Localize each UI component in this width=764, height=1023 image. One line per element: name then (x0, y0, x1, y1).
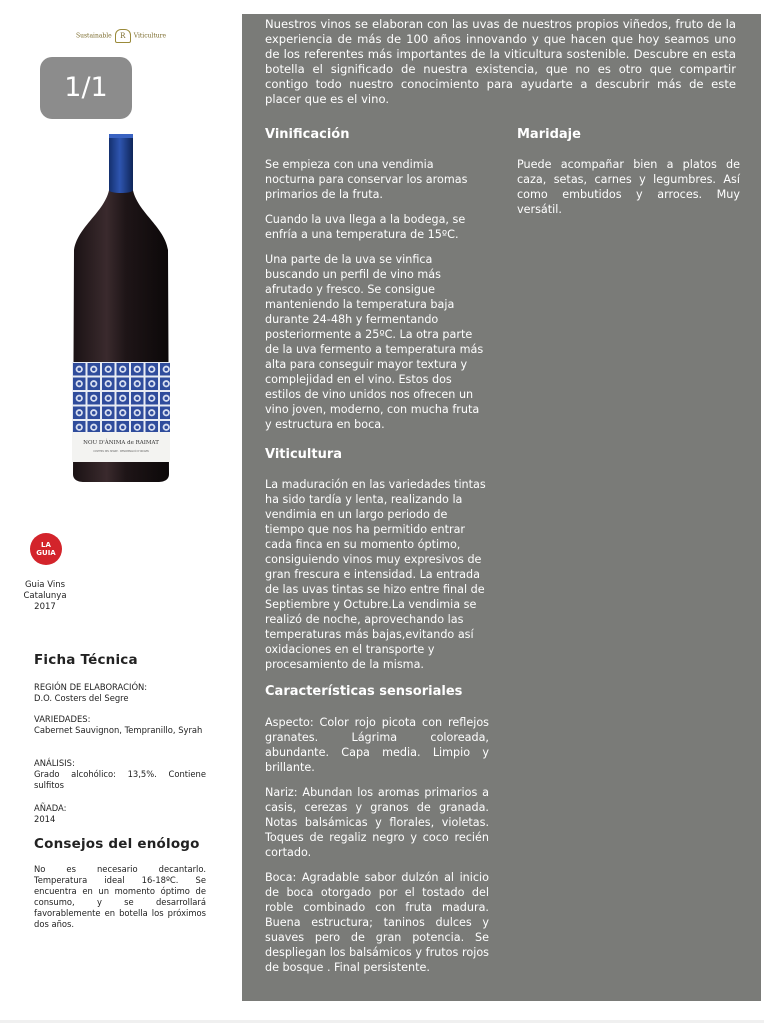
sensoriales-title: Características sensoriales (265, 684, 463, 699)
viticultura-text: La maduración en las variedades tintas ha sido tardía y lenta, realizando la vendimia en un largo periodo de tiempo que nos ha permitido entrar cada finca en su momento óptimo, consiguiendo vinos muy expresivos de gran frescura e intensidad. La entrada de las uvas tintas se hizo entre final de Septiembre y Octubre.La vendimia se realizó de noche, aprovechando las temperaturas más bajas,evitando así oxidaciones en el transporte y procesamiento de la misma. (265, 478, 486, 671)
spec-variedades: VARIEDADES: Cabernet Sauvignon, Tempranillo, Syrah (34, 714, 203, 735)
boca-text: Boca: Agradable sabor dulzón al inicio de boca otorgado por el tostado del roble combinado con fruta madura. Buena estructura; taninos dulces y suaves pero de gran potencia. Se despliegan los balsámicos y frutos rojos de bosque . Final persistente. (265, 871, 489, 974)
spec-region: REGIÓN DE ELABORACIÓN: D.O. Costers del Segre (34, 682, 148, 703)
logo-left-text: Sustainable (76, 32, 112, 40)
intro-text: Nuestros vinos se elaboran con las uvas de nuestros propios viñedos, fruto de la experiencia de más de 100 años innovando y que hacen que hoy seamos uno de los referentes más importantes de la viticultura sostenible. Descubre en esta botella el significado de nuestra existencia, que no es otro que compartir contigo todo nuestro conocimiento para ayudarte a descubrir más de este placer que es el vino. (265, 17, 736, 106)
aspecto-text: Aspecto: Color rojo picota con reflejos granates. Lágrima coloreada, abundante. Capa media. Limpio y brillante. (265, 716, 489, 774)
bottle-label-text: NOU D'ÀNIMA de RAIMAT (83, 440, 159, 446)
wine-bottle-image (66, 132, 176, 484)
raimat-emblem-icon: R (115, 29, 131, 43)
sensoriales-text (265, 715, 489, 985)
consejos-text: No es necesario decantarlo. Temperatura ideal 16-18ºC. Se encuentra en un momento óptimo de consumo, y se desarrollará favorablemente en botella los próximos dos años. (34, 864, 206, 929)
spec-analisis: ANÁLISIS: Grado alcohólico: 13,5%. Contiene sulfitos (34, 758, 206, 790)
spec-anada: AÑADA: 2014 (34, 803, 67, 824)
la-guia-award-badge: LA GUIA (30, 533, 62, 565)
viticultura-title: Viticultura (265, 447, 343, 462)
description-panel (242, 14, 761, 1001)
award-name: Guia Vins Catalunya 2017 (23, 580, 67, 612)
nariz-text: Nariz: Abundan los aromas primarios a casis, cerezas y granos de granada. Notas balsámicas y florales, violetas. Toques de regaliz negro y coco recién cortado. (265, 786, 489, 859)
cropped-header-text (60, 8, 180, 14)
vinificacion-title: Vinificación (265, 127, 350, 142)
sustainable-viticulture-logo (76, 29, 166, 43)
ficha-tecnica-title: Ficha Técnica (34, 652, 138, 668)
maridaje-text: Puede acompañar bien a platos de caza, setas, carnes y legumbres. Así como embutidos y arroces. Muy versátil. (517, 158, 740, 216)
consejos-title: Consejos del enólogo (34, 836, 200, 852)
bottle-label-subtext: COSTERS DEL SEGRE · DENOMINACIÓ D'ORIGEN (93, 450, 149, 453)
maridaje-title: Maridaje (517, 127, 581, 142)
page-indicator: 1/1 (40, 57, 132, 119)
vinificacion-text: Se empieza con una vendimia nocturna para conservar los aromas primarios de la fruta. Cuando la uva llega a la bodega, se enfría a una temperatura de 15ºC. Una parte de la uva se vinfica buscando un perfil de vino más afrutado y fresco. Se consigue manteniendo la temperatura baja durante 24-48h y fermentando posteriormente a 25ºC. La otra parte de la uva fermento a temperatura más alta para conseguir mayor textura y complejidad en el vino. Estos dos estilos de vino unidos nos ofrecen un vino joven, moderno, con mucha fruta y estructura en boca. (265, 158, 484, 431)
logo-right-text: Viticulture (133, 32, 167, 40)
